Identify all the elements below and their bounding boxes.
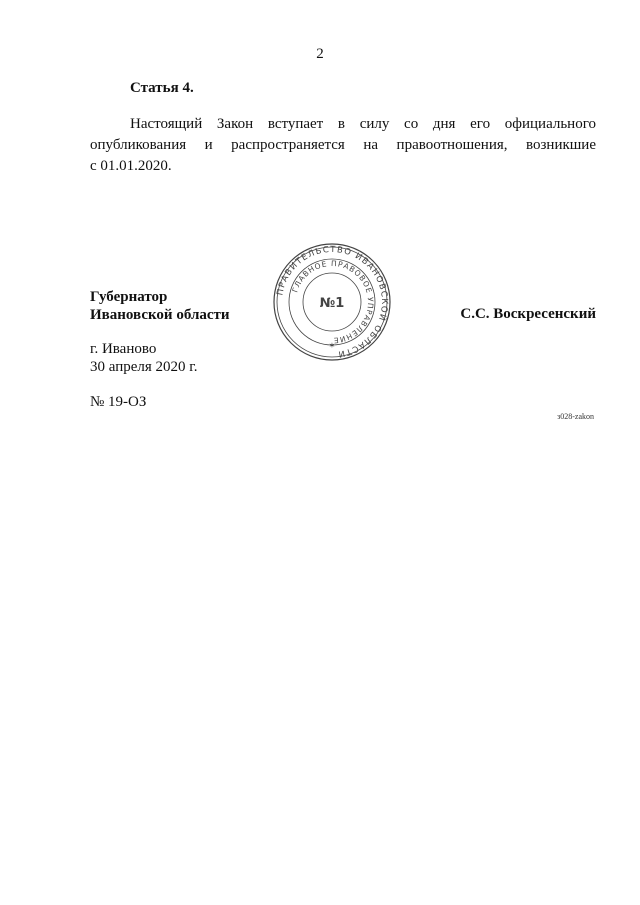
signatory-position-line-1: Губернатор	[90, 289, 168, 305]
seal-inner-text: ГЛАВНОЕ ПРАВОВОЕ УПРАВЛЕНИЕ	[290, 258, 376, 346]
official-seal	[272, 242, 392, 362]
signatory-name: С.С. Воскресенский	[460, 306, 596, 322]
seal-star-icon: ✶	[328, 341, 336, 350]
signatory-position	[90, 288, 230, 324]
seal-icon	[272, 242, 392, 362]
law-number: № 19-ОЗ	[90, 394, 147, 410]
article-paragraph	[90, 114, 596, 177]
article-line-1: Настоящий Закон вступает в силу со дня его официального	[130, 116, 596, 132]
place-and-date	[90, 340, 198, 376]
signatory-position-line-2: Ивановской области	[90, 307, 230, 323]
article-title: Статья 4.	[130, 80, 194, 96]
article-body	[90, 114, 596, 177]
seal-number: №1	[319, 296, 345, 311]
date-of-signing: 30 апреля 2020 г.	[90, 359, 198, 375]
page-number: 2	[316, 46, 324, 62]
article-line-2: опубликования и распространяется на правоотношения, возникшие	[90, 137, 596, 153]
document-code: з028-zakon	[557, 412, 594, 421]
place-of-signing: г. Иваново	[90, 341, 157, 357]
article-line-3: с 01.01.2020.	[90, 158, 172, 174]
seal-outer-text: ПРАВИТЕЛЬСТВО ИВАНОВСКОЙ ОБЛАСТИ	[275, 244, 390, 359]
